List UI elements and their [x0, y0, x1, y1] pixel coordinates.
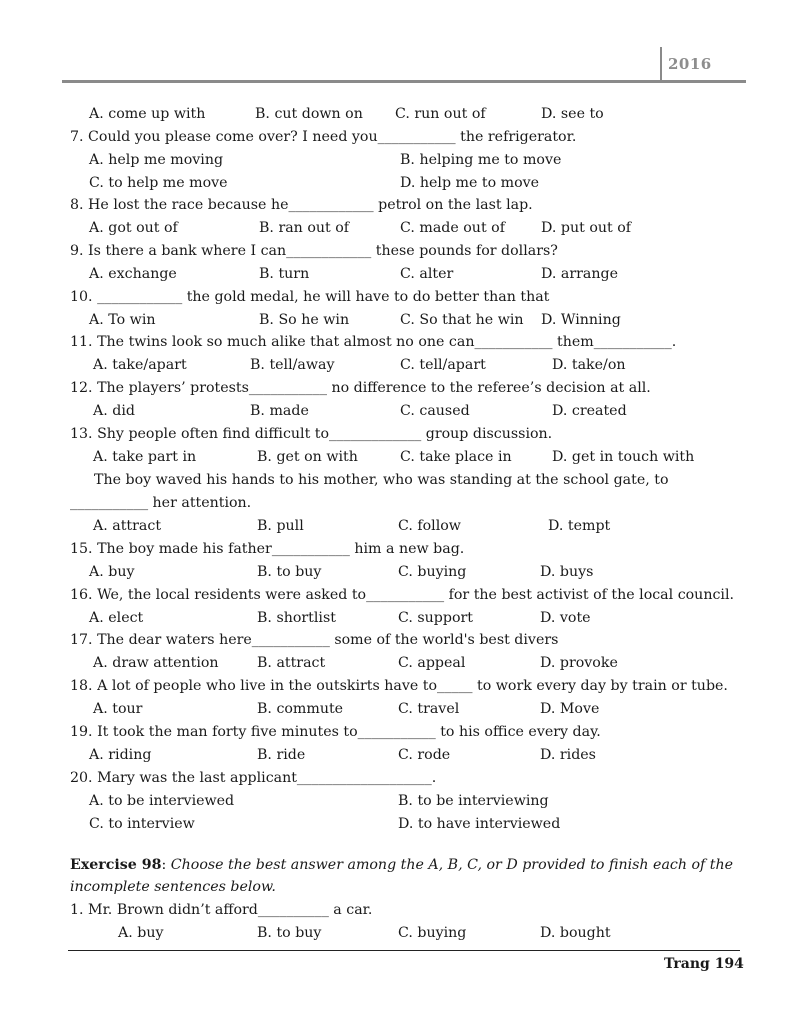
option: A. riding	[89, 747, 152, 763]
option: B. helping me to move	[400, 152, 562, 168]
header-year: 2016	[668, 55, 712, 73]
question-stem: 20. Mary was the last applicant___________________.	[70, 770, 437, 786]
footer-rule	[68, 950, 740, 951]
option: C. follow	[398, 518, 461, 534]
exercise-instruction: Choose the best answer among the A, B, C, or D provided to finish each of the	[170, 857, 734, 873]
option: A. come up with	[89, 106, 206, 122]
option: D. vote	[540, 610, 591, 626]
option: C. made out of	[400, 220, 505, 236]
question-stem: The boy waved his hands to his mother, who was standing at the school gate, to	[94, 472, 669, 488]
option: B. to buy	[257, 925, 322, 941]
option: A. tour	[93, 701, 143, 717]
option: A. To win	[89, 312, 156, 328]
exercise-title: Exercise 98	[70, 857, 162, 873]
option: B. attract	[257, 655, 326, 671]
option: B. to buy	[257, 564, 322, 580]
option: C. to help me move	[89, 175, 228, 191]
option: D. rides	[540, 747, 596, 763]
option: D. tempt	[548, 518, 611, 534]
question-stem: 10. ____________ the gold medal, he will have to do better than that	[70, 289, 550, 305]
option: C. buying	[398, 564, 467, 580]
option: A. buy	[89, 564, 135, 580]
page-number: Trang 194	[664, 956, 744, 972]
option: A. did	[93, 403, 135, 419]
option: B. So he win	[259, 312, 350, 328]
option: C. alter	[400, 266, 454, 282]
question-stem: 19. It took the man forty five minutes to___________ to his office every day.	[70, 724, 601, 740]
option: C. buying	[398, 925, 467, 941]
option: D. provoke	[540, 655, 618, 671]
option: A. to be interviewed	[89, 793, 235, 809]
question-stem: 13. Shy people often find difficult to_____________ group discussion.	[70, 426, 553, 442]
option: D. Move	[540, 701, 600, 717]
option: C. to interview	[89, 816, 195, 832]
option: B. ran out of	[259, 220, 350, 236]
question-stem: 18. A lot of people who live in the outskirts have to_____ to work every day by train or tube.	[70, 678, 728, 694]
question-stem: 16. We, the local residents were asked to___________ for the best activist of the local council.	[70, 587, 734, 603]
option: D. arrange	[541, 266, 618, 282]
option: B. ride	[257, 747, 306, 763]
option: A. elect	[89, 610, 144, 626]
option: A. take part in	[93, 449, 197, 465]
option: A. attract	[93, 518, 162, 534]
option: B. made	[250, 403, 309, 419]
option: B. turn	[259, 266, 310, 282]
option: D. get in touch with	[552, 449, 695, 465]
option: C. caused	[400, 403, 470, 419]
option: B. tell/away	[250, 357, 335, 373]
option: D. put out of	[541, 220, 632, 236]
option: B. pull	[257, 518, 304, 534]
option: C. take place in	[400, 449, 512, 465]
option: D. created	[552, 403, 627, 419]
option: B. commute	[257, 701, 344, 717]
option: D. Winning	[541, 312, 621, 328]
header-divider-tick	[660, 47, 662, 81]
question-stem: 9. Is there a bank where I can____________ these pounds for dollars?	[70, 243, 558, 259]
option: A. help me moving	[89, 152, 224, 168]
option: C. travel	[398, 701, 460, 717]
question-stem: 7. Could you please come over? I need you___________ the refrigerator.	[70, 129, 577, 145]
option: C. appeal	[398, 655, 466, 671]
option: D. help me to move	[400, 175, 540, 191]
exercise-instruction-continued: incomplete sentences below.	[70, 879, 276, 895]
option: C. So that he win	[400, 312, 524, 328]
question-stem: 17. The dear waters here___________ some of the world's best divers	[70, 632, 559, 648]
option: B. cut down on	[255, 106, 363, 122]
option: A. buy	[118, 925, 164, 941]
option: A. take/apart	[93, 357, 187, 373]
option: C. run out of	[395, 106, 486, 122]
question-stem: 11. The twins look so much alike that almost no one can___________ them___________.	[70, 334, 677, 350]
question-stem-continued: ___________ her attention.	[70, 495, 252, 511]
question-stem: 1. Mr. Brown didn’t afford__________ a car.	[70, 902, 373, 918]
option: C. support	[398, 610, 473, 626]
option: D. bought	[540, 925, 611, 941]
exercise-colon: :	[161, 857, 171, 873]
question-stem: 8. He lost the race because he____________ petrol on the last lap.	[70, 197, 533, 213]
option: B. shortlist	[257, 610, 336, 626]
option: D. to have interviewed	[398, 816, 561, 832]
exercise-heading	[70, 856, 733, 874]
option: C. rode	[398, 747, 451, 763]
option: A. got out of	[89, 220, 178, 236]
option: A. exchange	[89, 266, 177, 282]
question-stem: 12. The players’ protests___________ no difference to the referee’s decision at all.	[70, 380, 651, 396]
option: D. buys	[540, 564, 594, 580]
option: D. see to	[541, 106, 604, 122]
option: C. tell/apart	[400, 357, 486, 373]
option: B. to be interviewing	[398, 793, 549, 809]
question-stem: 15. The boy made his father___________ him a new bag.	[70, 541, 465, 557]
option: B. get on with	[257, 449, 358, 465]
option: D. take/on	[552, 357, 626, 373]
option: A. draw attention	[93, 655, 219, 671]
header-rule	[62, 80, 746, 83]
